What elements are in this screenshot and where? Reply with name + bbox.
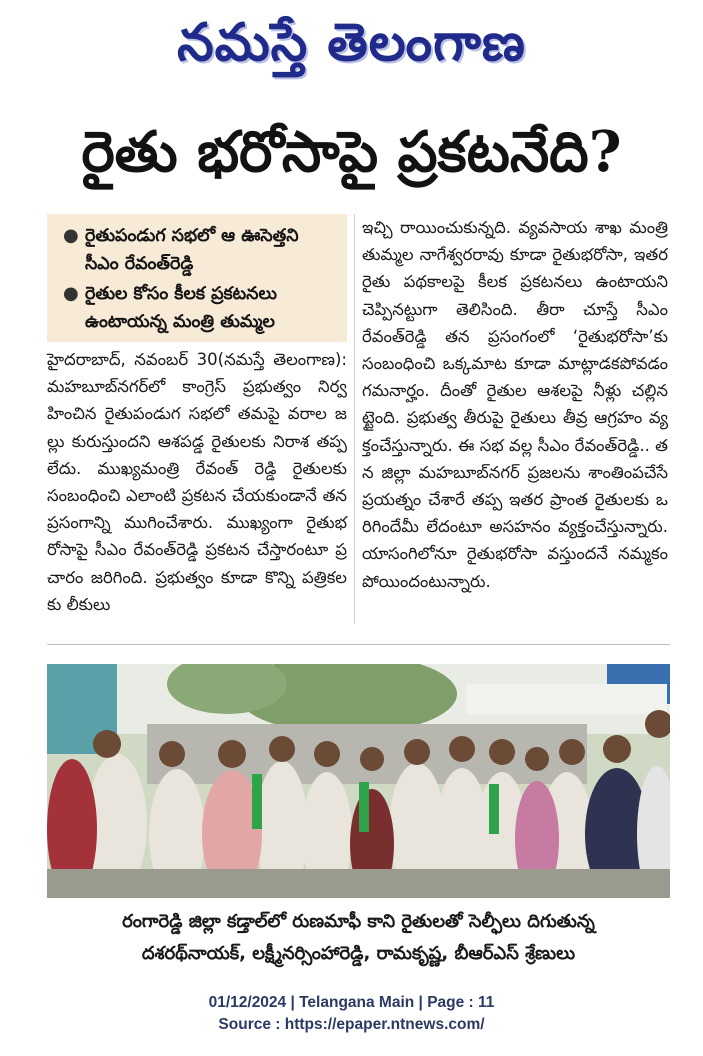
caption-line-2: దశరథ్‌నాయక్, లక్ష్మీనర్సింహారెడ్డి, రామకృష్ణ, బీఆర్‌ఎస్ శ్రేణులు [141,943,576,964]
article-body-left-column: హైదరాబాద్, నవంబర్ 30(నమస్తే తెలంగాణ): మహబూబ్‌నగర్‌లో కాంగ్రెస్ ప్రభుత్వం నిర్వహించిన రైతుపండుగ సభలో తమపై వరాల జల్లు కురుస్తుందని ఆశపడ్డ రైతులకు నిరాశ తప్పలేదు. ముఖ్యమంత్రి రేవంత్ రెడ్డి రైతులకు సంబంధించి ఎలాంటి ప్రకటన చేయకుండానే తన ప్రసంగాన్ని ముగించేశారు. ముఖ్యంగా రైతుభరోసాపై సీఎం రేవంత్‌రెడ్డి ప్రకటన చేస్తారంటూ ప్రచారం జరిగింది. ప్రభుత్వం కూడా కొన్ని పత్రికలకు లీకులు [47,350,347,614]
photo-caption [47,906,670,970]
highlight-text: రైతుల కోసం కీలక ప్రకటనలు ఉంటాయన్న మంత్రి తుమ్మల [85,284,277,332]
column-divider [354,214,355,624]
highlight-item [63,222,337,278]
bullet-icon: ● [63,225,79,246]
newspaper-masthead: నమస్తే తెలంగాణ [177,12,526,73]
photo-illustration [47,664,670,898]
article-body-right-column: ఇచ్చి రాయించుకున్నది. వ్యవసాయ శాఖ మంత్రి తుమ్మల నాగేశ్వరరావు కూడా రైతుభరోసా, ఇతర రైతు పథకాలపై కీలక ప్రకటనలు ఉంటాయని చెప్పినట్టుగా తెలిసింది. తీరా చూస్తే సీఎం రేవంత్‌రెడ్డి తన ప్రసంగంలో ‘రైతుభరోసా’కు సంబంధించి ఒక్కమాట కూడా మాట్లాడకపోవడం గమనార్హం. దీంతో రైతుల ఆశలపై నీళ్లు చల్లినట్టైంది. ప్రభుత్వ తీరుపై రైతులు తీవ్ర ఆగ్రహం వ్యక్తంచేస్తున్నారు. ఈ సభ వల్ల సీఎం రేవంత్‌రెడ్డి.. తన జిల్లా మహబూబ్‌నగర్ ప్రజలను శాంతింపచేసే ప్రయత్నం చేశారే తప్ప ఇతర ప్రాంత రైతులకు ఒరిగిందేమీ లేదంటూ అసహనం వ్యక్తంచేస్తున్నారు. యాసంగిలోనూ రైతుభరోసా వస్తుందనే నమ్మకం పోయిందంటున్నారు. [362,218,668,591]
edition-info: 01/12/2024 | Telangana Main | Page : 11 [208,994,495,1011]
highlight-item [63,280,337,336]
highlight-text: రైతుపండుగ సభలో ఆ ఊసెత్తని సీఎం రేవంత్‌రెడ్డి [85,226,299,274]
caption-line-1: రంగారెడ్డి జిల్లా కడ్తాల్‌లో రుణమాఫీ కాని రైతులతో సెల్ఫీలు దిగుతున్న [122,911,595,932]
source-link[interactable]: Source : https://epaper.ntnews.com/ [218,1016,485,1033]
news-photo [47,664,670,898]
article-headline: రైతు భరోసాపై ప్రకటనేది? [81,119,622,185]
bullet-icon: ● [63,283,79,304]
highlights-box [47,214,347,342]
highlights-list [63,222,337,336]
section-divider [47,644,670,645]
page-footer [0,992,703,1036]
